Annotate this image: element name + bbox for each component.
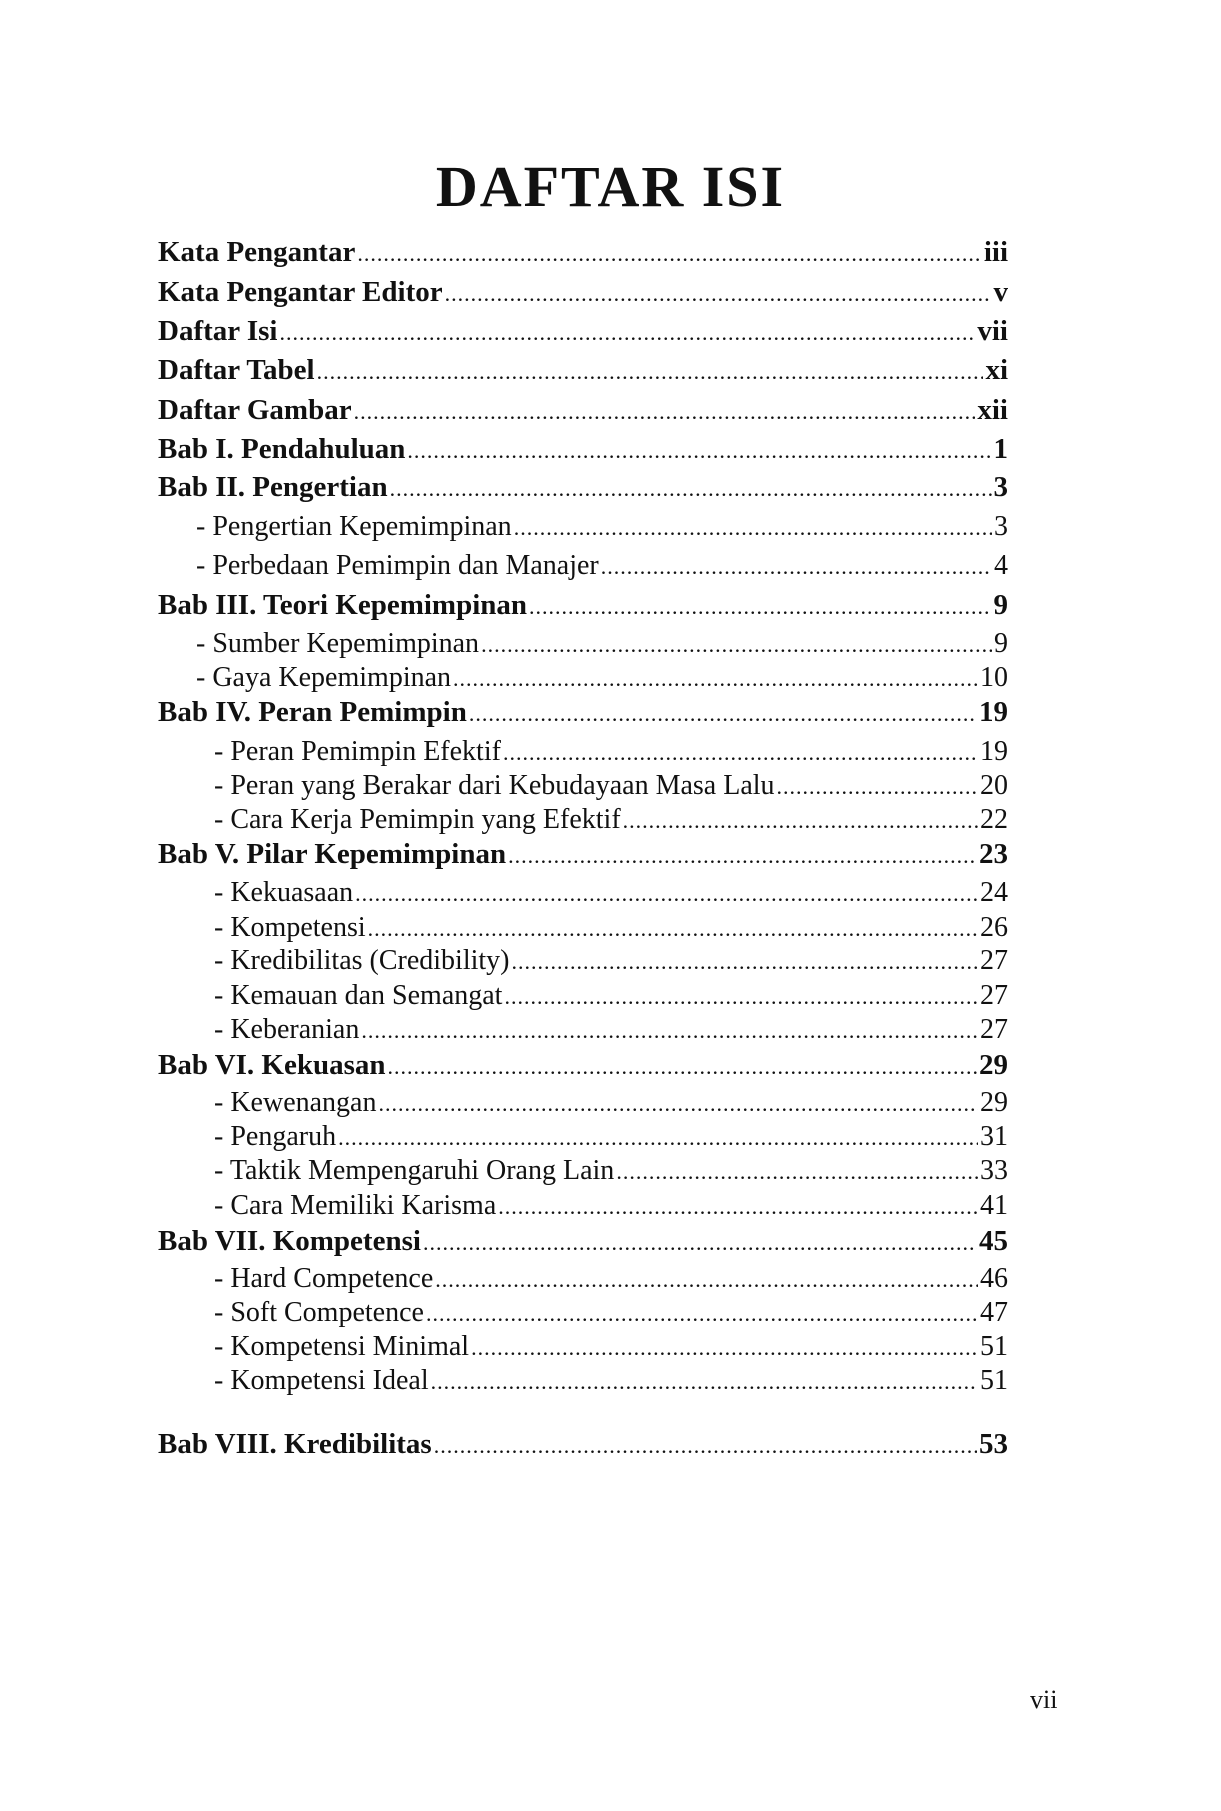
toc-entry-title: - Hard Competence [214,1263,434,1294]
toc-entry-page-number: 51 [980,1331,1008,1362]
toc-entry-title: Bab IV. Peran Pemimpin [158,696,467,728]
toc-entry-title: - Kompetensi [214,912,366,943]
page-number-footer: vii [1030,1685,1058,1714]
toc-section-entry [214,873,1008,913]
toc-entry-title: - Pengertian Kepemimpinan [196,511,512,542]
toc-entry-title: Bab VII. Kompetensi [158,1225,421,1257]
toc-entry-page-number: 20 [980,770,1008,801]
toc-chapter-entry [158,834,1008,874]
toc-section-entry [214,1010,1008,1050]
toc-entry-page-number: 46 [980,1263,1008,1294]
toc-entry-title: Bab VI. Kekuasan [158,1049,386,1081]
toc-entry-title: Bab II. Pengertian [158,471,388,503]
toc-dot-leader [407,429,991,471]
toc-entry-page-number: xi [985,354,1008,386]
toc-entry-title: Bab VIII. Kredibilitas [158,1428,432,1460]
toc-entry-title: - Cara Memiliki Karisma [214,1190,497,1221]
toc-section-entry [214,1361,1008,1401]
toc-entry-title: - Cara Kerja Pemimpin yang Efektif [214,804,621,835]
toc-chapter-entry [158,272,1008,312]
toc-section-entry [196,507,1008,547]
toc-entry-title: - Kredibilitas (Credibility) [214,945,510,976]
toc-entry-title: Daftar Tabel [158,354,315,386]
toc-entry-page-number: 27 [980,980,1008,1011]
toc-entry-title: - Sumber Kepemimpinan [196,628,480,659]
toc-entry-page-number: xii [977,394,1008,426]
toc-chapter-entry [158,390,1008,430]
toc-chapter-entry [158,467,1008,507]
toc-entry-title: - Keberanian [214,1014,360,1045]
toc-entry-title: Kata Pengantar [158,236,356,268]
toc-entry-page-number: 9 [994,628,1008,659]
toc-chapter-entry [158,232,1008,272]
toc-entry-page-number: 53 [979,1428,1008,1460]
toc-entry-title: Kata Pengantar Editor [158,276,443,308]
toc-dot-leader [423,1221,977,1263]
toc-entry-title: - Kewenangan [214,1087,377,1118]
toc-entry-page-number: 29 [980,1087,1008,1118]
toc-dot-leader [601,546,992,587]
toc-entry-page-number: 3 [994,511,1008,542]
toc-dot-leader [434,1424,977,1466]
toc-chapter-entry [158,585,1008,625]
toc-section-entry [214,1151,1008,1191]
toc-entry-title: Bab V. Pilar Kepemimpinan [158,838,507,870]
toc-entry-page-number: 33 [980,1155,1008,1186]
toc-entry-page-number: 45 [979,1225,1008,1257]
toc-dot-leader [514,507,992,548]
toc-entry-page-number: 47 [980,1297,1008,1328]
toc-entry-title: - Peran Pemimpin Efektif [214,736,501,767]
toc-dot-leader [388,1045,977,1087]
toc-entry-page-number: 31 [980,1121,1008,1152]
toc-chapter-entry [158,1424,1008,1464]
toc-chapter-entry [158,350,1008,390]
toc-dot-leader [445,272,992,314]
toc-entry-page-number: 41 [980,1190,1008,1221]
toc-entry-title: - Gaya Kepemimpinan [196,662,452,693]
toc-dot-leader [279,311,975,353]
toc-entry-page-number: 3 [993,471,1008,503]
toc-entry-title: Bab I. Pendahuluan [158,433,406,465]
toc-chapter-entry [158,429,1008,469]
toc-dot-leader [390,467,992,509]
toc-dot-leader [317,350,984,392]
toc-entry-title: - Peran yang Berakar dari Kebudayaan Masa Lalu [214,770,775,801]
toc-entry-page-number: 9 [993,589,1008,621]
toc-chapter-entry [158,1045,1008,1085]
toc-dot-leader [431,1361,978,1402]
toc-entry-page-number: 19 [979,696,1008,728]
toc-entry-page-number: 1 [993,433,1008,465]
toc-entry-page-number: 51 [980,1365,1008,1396]
toc-entry-title: - Taktik Mempengaruhi Orang Lain [214,1155,615,1186]
toc-chapter-entry [158,311,1008,351]
page-title: DAFTAR ISI [435,154,786,219]
toc-dot-leader [529,585,991,627]
toc-entry-title: Daftar Isi [158,315,278,347]
toc-dot-leader [357,232,981,274]
toc-entry-page-number: iii [983,236,1008,268]
toc-entry-title: Daftar Gambar [158,394,352,426]
toc-entry-title: - Kekuasaan [214,877,354,908]
toc-entry-page-number: vii [977,315,1008,347]
toc-section-entry [196,546,1008,586]
toc-entry-title: - Kemauan dan Semangat [214,980,503,1011]
toc-entry-page-number: 27 [980,1014,1008,1045]
toc-chapter-entry [158,692,1008,732]
toc-entry-page-number: 26 [980,912,1008,943]
toc-entry-title: - Kompetensi Ideal [214,1365,429,1396]
toc-entry-page-number: 27 [980,945,1008,976]
toc-dot-leader [354,390,976,432]
toc-entry-page-number: 4 [994,550,1008,581]
toc-entry-page-number: v [993,276,1008,308]
toc-entry-page-number: 22 [980,804,1008,835]
toc-section-entry [214,941,1008,981]
toc-entry-page-number: 29 [979,1049,1008,1081]
toc-entry-page-number: 23 [979,838,1008,870]
toc-section-entry [214,1186,1008,1226]
toc-dot-leader [508,834,977,876]
toc-entry-page-number: 19 [980,736,1008,767]
toc-chapter-entry [158,1221,1008,1261]
toc-entry-title: - Perbedaan Pemimpin dan Manajer [196,550,599,581]
toc-dot-leader [469,692,977,734]
toc-entry-title: Bab III. Teori Kepemimpinan [158,589,528,621]
toc-entry-title: - Pengaruh [214,1121,337,1152]
toc-entry-page-number: 24 [980,877,1008,908]
toc-entry-page-number: 10 [980,662,1008,693]
toc-entry-title: - Soft Competence [214,1297,424,1328]
toc-entry-title: - Kompetensi Minimal [214,1331,470,1362]
